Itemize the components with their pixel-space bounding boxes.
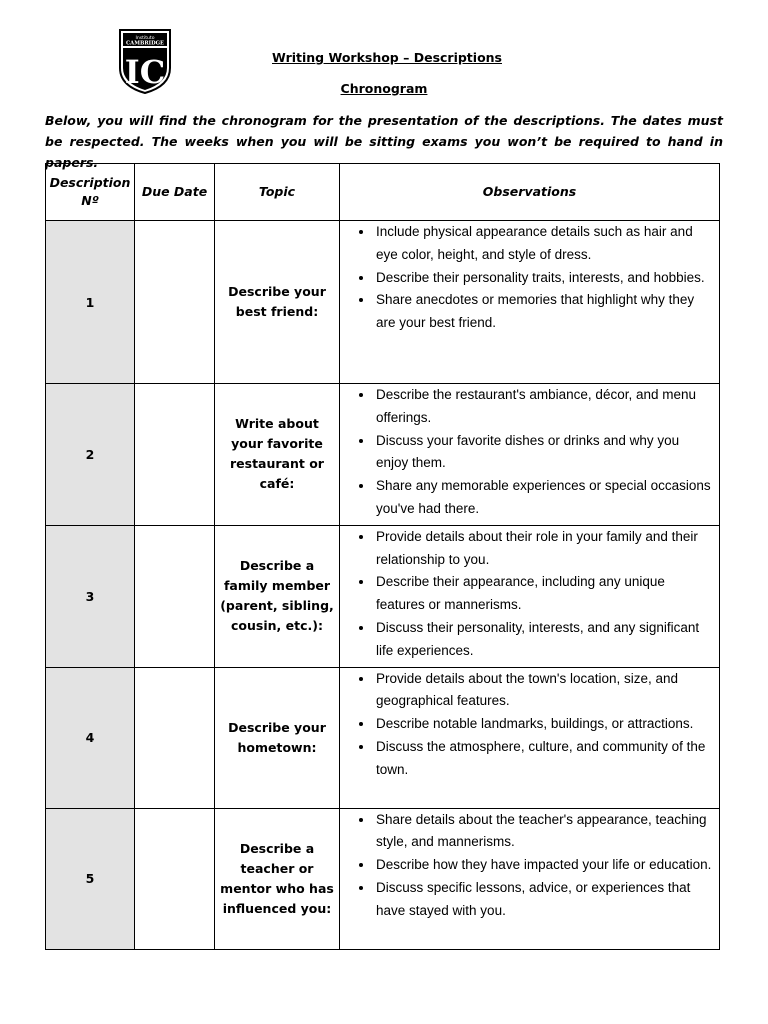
observation-item: • Describe their personality traits, interests, and hobbies. xyxy=(374,267,715,290)
topic-cell: Write about your favorite restaurant or café: xyxy=(215,384,340,526)
header-due-date: Due Date xyxy=(135,164,215,221)
description-number: 1 xyxy=(46,221,135,384)
topic-cell: Describe a teacher or mentor who has influenced you: xyxy=(215,808,340,949)
due-date-cell xyxy=(135,525,215,667)
description-number: 2 xyxy=(46,384,135,526)
observation-item: • Discuss their personality, interests, and any significant life experiences. xyxy=(374,617,715,663)
observation-item: • Discuss the atmosphere, culture, and community of the town. xyxy=(374,736,715,782)
header-description-number: Description Nº xyxy=(46,164,135,221)
chronogram-table xyxy=(45,163,720,950)
description-number: 4 xyxy=(46,667,135,808)
logo-text-mid: CAMBRIDGE xyxy=(126,40,164,47)
observation-item: • Discuss your favorite dishes or drinks and why you enjoy them. xyxy=(374,430,715,476)
header-topic: Topic xyxy=(215,164,340,221)
logo-text-top: Instituto xyxy=(135,36,155,41)
observation-item: • Provide details about their role in your family and their relationship to you. xyxy=(374,526,715,572)
observation-item: • Include physical appearance details such as hair and eye color, height, and style of dress. xyxy=(374,221,715,267)
observation-item: • Share any memorable experiences or special occasions you've had there. xyxy=(374,475,715,521)
observation-item: • Share anecdotes or memories that highlight why they are your best friend. xyxy=(374,289,715,335)
table-header-row xyxy=(46,164,720,221)
observation-item: • Describe notable landmarks, buildings, or attractions. xyxy=(374,713,715,736)
table-row xyxy=(46,667,720,808)
logo-letters: IC xyxy=(124,53,166,91)
page-title: Writing Workshop – Descriptions xyxy=(272,50,502,65)
description-number: 3 xyxy=(46,525,135,667)
observation-item: • Provide details about the town's location, size, and geographical features. xyxy=(374,668,715,714)
observations-cell xyxy=(340,384,720,526)
observations-cell xyxy=(340,221,720,384)
due-date-cell xyxy=(135,221,215,384)
observation-item: • Share details about the teacher's appearance, teaching style, and mannerisms. xyxy=(374,809,715,855)
table-row xyxy=(46,525,720,667)
observation-item: • Describe how they have impacted your life or education. xyxy=(374,854,715,877)
topic-cell: Describe your hometown: xyxy=(215,667,340,808)
due-date-cell xyxy=(135,667,215,808)
description-number: 5 xyxy=(46,808,135,949)
intro-paragraph: Below, you will find the chronogram for the presentation of the descriptions. The dates must be respected. The weeks when you will be sitting exams you won’t be required to hand in papers. xyxy=(45,113,723,170)
table-row xyxy=(46,808,720,949)
observation-item: • Describe their appearance, including any unique features or mannerisms. xyxy=(374,571,715,617)
topic-cell: Describe your best friend: xyxy=(215,221,340,384)
observations-cell xyxy=(340,667,720,808)
observation-item: • Describe the restaurant's ambiance, décor, and menu offerings. xyxy=(374,384,715,430)
due-date-cell xyxy=(135,384,215,526)
page-subtitle: Chronogram xyxy=(340,81,428,96)
table-row xyxy=(46,221,720,384)
observation-item: • Discuss specific lessons, advice, or experiences that have stayed with you. xyxy=(374,877,715,923)
topic-cell: Describe a family member (parent, sibling, cousin, etc.): xyxy=(215,525,340,667)
header-observations: Observations xyxy=(340,164,720,221)
due-date-cell xyxy=(135,808,215,949)
observations-cell xyxy=(340,525,720,667)
observations-cell xyxy=(340,808,720,949)
table-row xyxy=(46,384,720,526)
